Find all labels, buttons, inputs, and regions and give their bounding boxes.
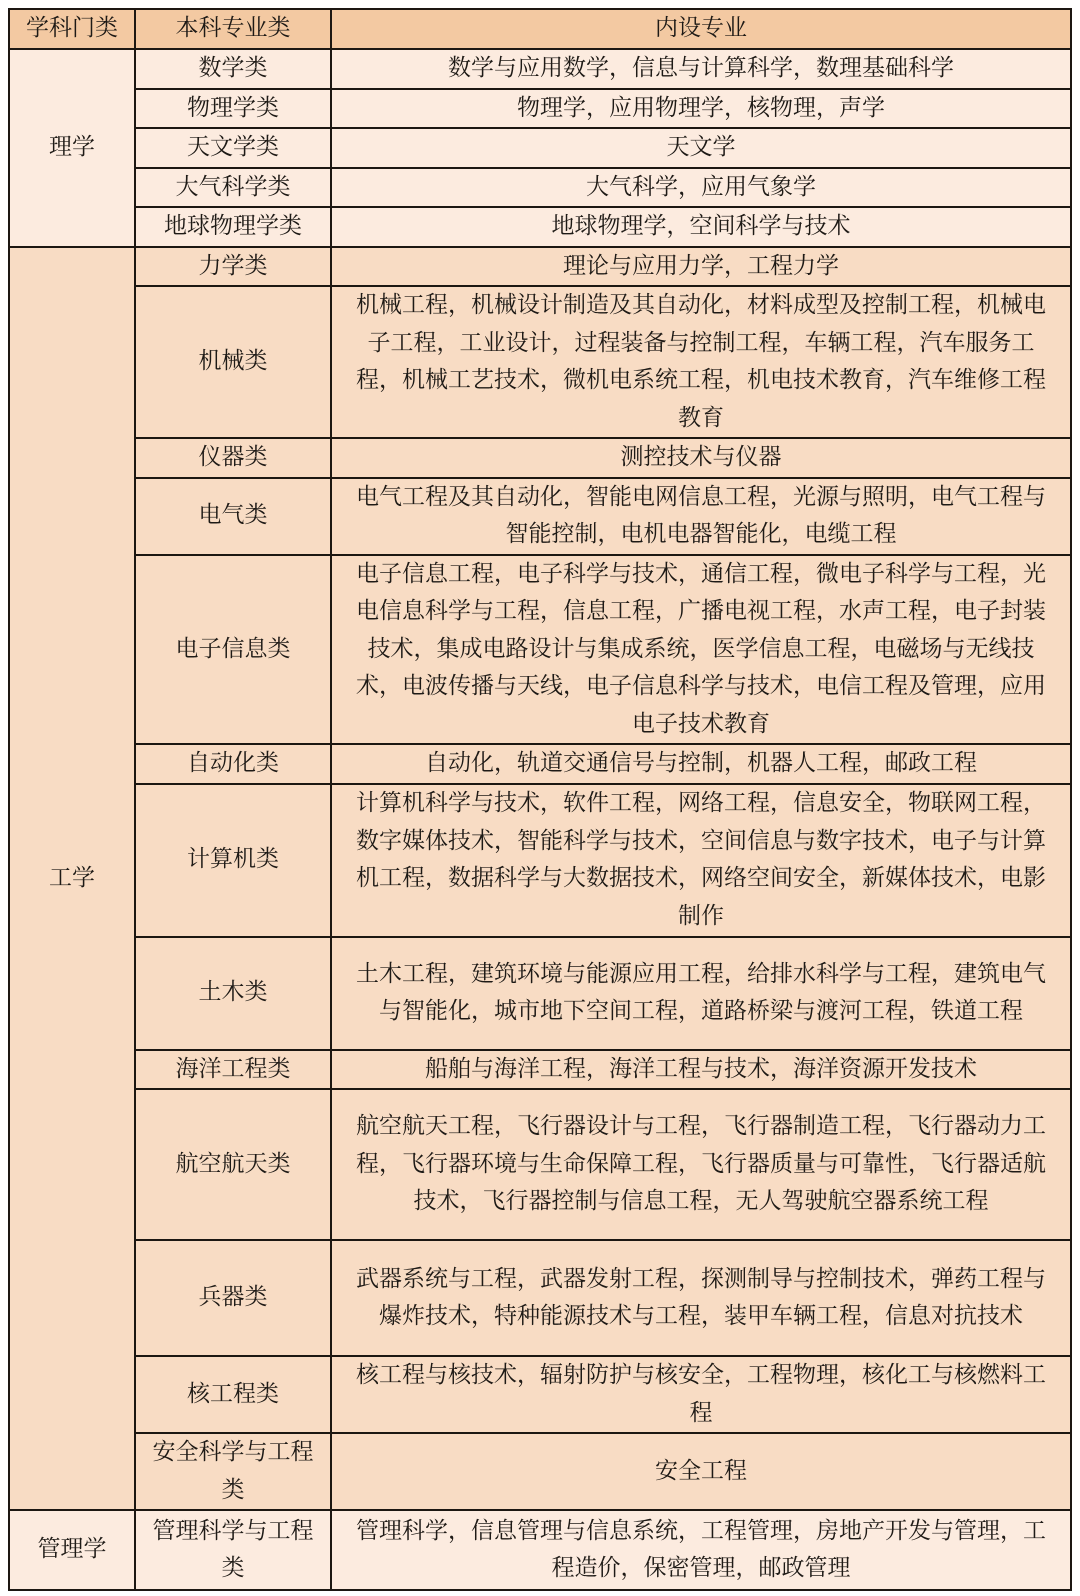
table-row: [9, 89, 1071, 129]
majors-cell: 管理科学，信息管理与信息系统，工程管理，房地产开发与管理，工程造价，保密管理，邮政管理: [331, 1510, 1071, 1590]
majors-cell: 核工程与核技术，辐射防护与核安全，工程物理，核化工与核燃料工程: [331, 1356, 1071, 1433]
table-row: [9, 1089, 1071, 1240]
table-row: [9, 1510, 1071, 1590]
majors-cell: 航空航天工程，飞行器设计与工程，飞行器制造工程，飞行器动力工程，飞行器环境与生命保障工程，飞行器质量与可靠性，飞行器适航技术，飞行器控制与信息工程，无人驾驶航空器系统工程: [331, 1089, 1071, 1240]
class-cell: 计算机类: [135, 784, 331, 937]
table-row: [9, 784, 1071, 937]
majors-cell: 物理学，应用物理学，核物理，声学: [331, 89, 1071, 129]
table-row: [9, 168, 1071, 208]
class-cell: 地球物理学类: [135, 207, 331, 247]
class-cell: 安全科学与工程类: [135, 1433, 331, 1510]
class-cell: 土木类: [135, 937, 331, 1050]
majors-cell: 数学与应用数学，信息与计算科学，数理基础科学: [331, 49, 1071, 89]
table-row: [9, 555, 1071, 745]
majors-cell: 大气科学，应用气象学: [331, 168, 1071, 208]
majors-cell: 电气工程及其自动化，智能电网信息工程，光源与照明，电气工程与智能控制，电机电器智能化，电缆工程: [331, 478, 1071, 555]
category-cell-management: 管理学: [9, 1510, 135, 1590]
class-cell: 物理学类: [135, 89, 331, 129]
majors-table: [8, 8, 1072, 1591]
table-row: [9, 937, 1071, 1050]
table-row: [9, 49, 1071, 89]
class-cell: 航空航天类: [135, 1089, 331, 1240]
header-majors: 内设专业: [331, 9, 1071, 49]
class-cell: 机械类: [135, 286, 331, 438]
majors-cell: 天文学: [331, 128, 1071, 168]
table-row: [9, 1050, 1071, 1090]
class-cell: 管理科学与工程类: [135, 1510, 331, 1590]
class-cell: 天文学类: [135, 128, 331, 168]
class-cell: 自动化类: [135, 744, 331, 784]
header-row: [9, 9, 1071, 49]
majors-cell: 地球物理学，空间科学与技术: [331, 207, 1071, 247]
category-cell-engineering: 工学: [9, 247, 135, 1511]
class-cell: 电子信息类: [135, 555, 331, 745]
majors-cell: 电子信息工程，电子科学与技术，通信工程，微电子科学与工程，光电信息科学与工程，信息工程，广播电视工程，水声工程，电子封装技术，集成电路设计与集成系统，医学信息工程，电磁场与无线技术，电波传播与天线，电子信息科学与技术，电信工程及管理，应用电子技术教育: [331, 555, 1071, 745]
header-class: 本科专业类: [135, 9, 331, 49]
majors-cell: 武器系统与工程，武器发射工程，探测制导与控制技术，弹药工程与爆炸技术，特种能源技术与工程，装甲车辆工程，信息对抗技术: [331, 1240, 1071, 1356]
table-row: [9, 478, 1071, 555]
majors-cell: 船舶与海洋工程，海洋工程与技术，海洋资源开发技术: [331, 1050, 1071, 1090]
class-cell: 数学类: [135, 49, 331, 89]
majors-cell: 理论与应用力学，工程力学: [331, 247, 1071, 287]
class-cell: 力学类: [135, 247, 331, 287]
table-row: [9, 1240, 1071, 1356]
class-cell: 电气类: [135, 478, 331, 555]
class-cell: 兵器类: [135, 1240, 331, 1356]
table-row: [9, 1356, 1071, 1433]
table-row: [9, 1433, 1071, 1510]
table-row: [9, 286, 1071, 438]
table-row: [9, 438, 1071, 478]
class-cell: 大气科学类: [135, 168, 331, 208]
table-row: [9, 128, 1071, 168]
header-category: 学科门类: [9, 9, 135, 49]
category-cell-science: 理学: [9, 49, 135, 247]
table-row: [9, 207, 1071, 247]
majors-cell: 自动化，轨道交通信号与控制，机器人工程，邮政工程: [331, 744, 1071, 784]
class-cell: 核工程类: [135, 1356, 331, 1433]
class-cell: 海洋工程类: [135, 1050, 331, 1090]
majors-cell: 机械工程，机械设计制造及其自动化，材料成型及控制工程，机械电子工程，工业设计，过程装备与控制工程，车辆工程，汽车服务工程，机械工艺技术，微机电系统工程，机电技术教育，汽车维修工程教育: [331, 286, 1071, 438]
table-row: [9, 744, 1071, 784]
table-row: [9, 247, 1071, 287]
class-cell: 仪器类: [135, 438, 331, 478]
majors-cell: 土木工程，建筑环境与能源应用工程，给排水科学与工程，建筑电气与智能化，城市地下空间工程，道路桥梁与渡河工程，铁道工程: [331, 937, 1071, 1050]
majors-cell: 计算机科学与技术，软件工程，网络工程，信息安全，物联网工程，数字媒体技术，智能科学与技术，空间信息与数字技术，电子与计算机工程，数据科学与大数据技术，网络空间安全，新媒体技术，电影制作: [331, 784, 1071, 937]
majors-cell: 测控技术与仪器: [331, 438, 1071, 478]
majors-cell: 安全工程: [331, 1433, 1071, 1510]
